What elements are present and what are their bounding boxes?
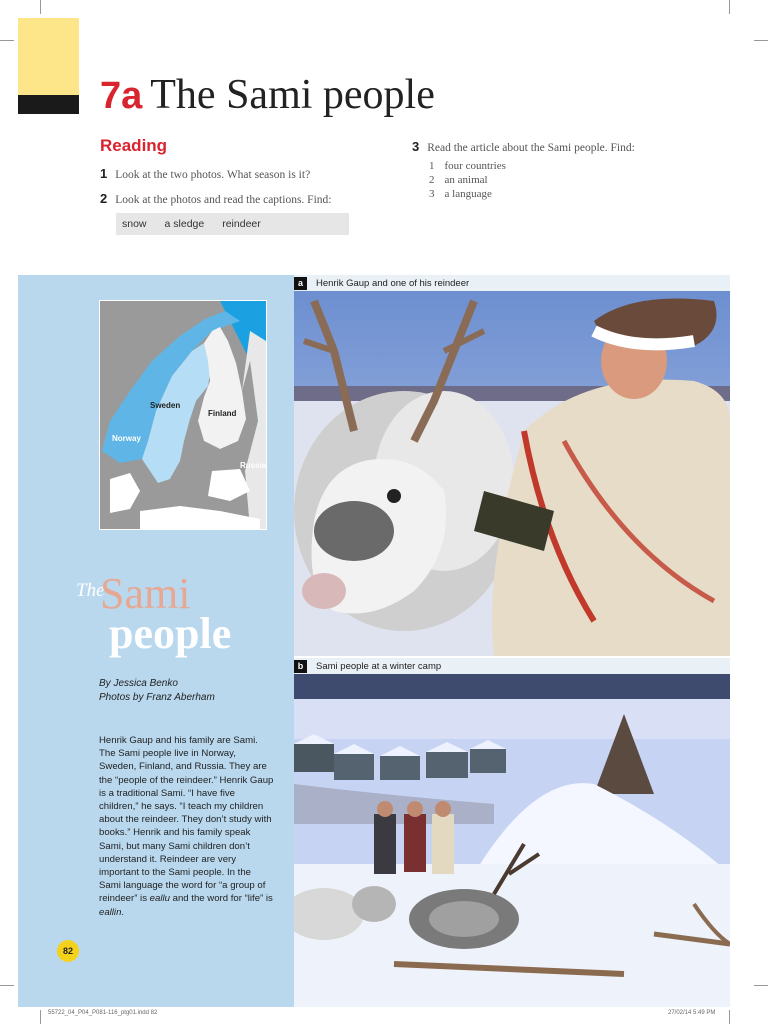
- list-item: 3 a language: [429, 188, 492, 200]
- article-body: Henrik Gaup and his family are Sami. The Sami people live in Norway, Sweden, Finland, and Russia. They are the “people of the reindeer.” Henrik Gaup is a traditional Sami. “I have five children,” he says. “I teach my children about the reindeer. They don’t study with books.” Henrik and his family speak Sami, but many Sami children don’t understand it. Reindeer are very important to the Sami people. In the Sami language the word for “a group of reindeer” is eallu and the word for “life” is eallin.: [99, 735, 274, 918]
- word-item: snow: [122, 218, 147, 230]
- scandinavia-map: [99, 300, 267, 530]
- byline: [99, 677, 215, 705]
- photo-winter-camp: [294, 674, 730, 1007]
- print-date: 27/02/14 5:49 PM: [668, 1010, 716, 1016]
- word-box: [116, 213, 349, 235]
- section-heading: Reading: [100, 136, 168, 155]
- question-2: 2 Look at the photos and read the captions. Find:: [100, 191, 332, 206]
- photo-tag: b: [294, 660, 307, 673]
- list-item: 2 an animal: [429, 174, 488, 186]
- question-3: 3 Read the article about the Sami people. Find:: [412, 139, 635, 154]
- word-item: a sledge: [164, 218, 205, 230]
- print-slug: 55722_04_P04_P081-116_ptg01.indd 82: [48, 1010, 158, 1016]
- photo-b-caption: [294, 658, 730, 674]
- map-label-norway: Norway: [112, 434, 141, 443]
- list-item: 1 four countries: [429, 160, 506, 172]
- map-label-finland: Finland: [208, 409, 237, 418]
- unit-color-tab: [18, 18, 79, 95]
- article-title-the: The: [76, 580, 105, 601]
- word-item: reindeer: [222, 218, 261, 230]
- caption-text: Sami people at a winter camp: [316, 660, 442, 672]
- question-1: 1 Look at the two photos. What season is it?: [100, 166, 311, 181]
- find-list: [429, 160, 506, 202]
- author: By Jessica Benko: [99, 678, 178, 689]
- photo-a-caption: [294, 275, 730, 291]
- map-label-russia: Russia: [240, 461, 267, 470]
- photo-credit: Photos by Franz Aberham: [99, 692, 215, 703]
- map-label-sweden: Sweden: [150, 401, 181, 410]
- caption-text: Henrik Gaup and one of his reindeer: [316, 277, 470, 289]
- page-title: [100, 72, 435, 118]
- map-graphic: [100, 301, 266, 529]
- page-number: 82: [57, 940, 79, 962]
- article-title-people: people: [109, 609, 232, 658]
- photo-tag: a: [294, 277, 307, 290]
- article-title-sami: Sami: [100, 569, 191, 618]
- photo-reindeer-herder: [294, 291, 730, 656]
- unit-number: 7a: [100, 75, 143, 117]
- unit-black-tab: [18, 95, 79, 114]
- unit-title: The Sami people: [150, 72, 435, 118]
